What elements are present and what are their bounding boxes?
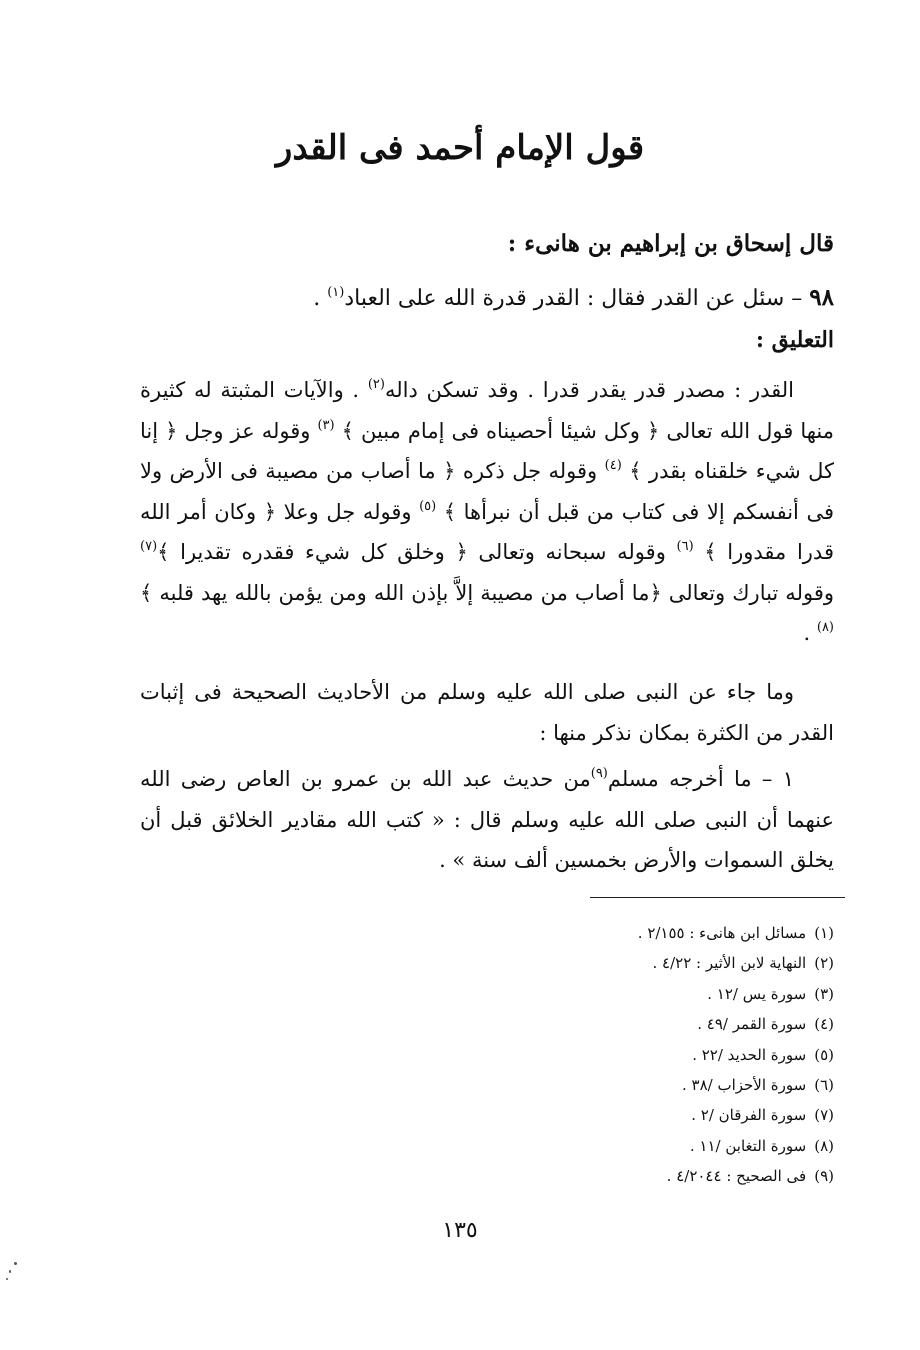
footnote-text: النهاية لابن الأثير : ٤/٢٢ . <box>652 954 807 973</box>
item-text: – سئل عن القدر فقال : القدر قدرة الله على العباد <box>344 286 803 311</box>
footnote-item <box>414 918 834 948</box>
footnote-ref: (٢) <box>367 377 385 392</box>
footnote-text: سورة الفرقان /٢ . <box>691 1106 807 1125</box>
footnote-ref: (٥) <box>419 498 437 514</box>
text-run: وقوله سبحانه وتعالى ﴿ وخلق كل شيء فقدره تقديرا ﴾ <box>157 540 677 564</box>
footnote-divider <box>590 897 845 898</box>
text-run: من حديث عبد الله بن عمرو بن العاص رضى الله عنهما أن النبى صلى الله عليه وسلم قال : « كتب الله مقادير الخلائق قبل أن يخلق السموات والأرض بخمسين ألف سنة » . <box>140 767 834 872</box>
footnote-number: (٢) <box>814 954 834 973</box>
commentary-paragraph-2 <box>140 672 834 753</box>
item-number: ٩٨ <box>809 284 834 311</box>
text-run: وقوله جل وعلا ﴿ وكان أمر الله قدرا مقدورا ﴾ <box>140 499 834 564</box>
footnote-ref: (٦) <box>676 539 694 554</box>
footnote-ref: (٤) <box>604 458 622 473</box>
item-end: . <box>313 286 328 311</box>
footnote-item <box>414 1131 834 1161</box>
footnote-item <box>414 1100 834 1130</box>
footnote-text: سورة الأحزاب /٣٨ . <box>681 1076 807 1095</box>
footnote-ref: (١) <box>327 285 345 300</box>
chapter-title: قول الإمام أحمد فى القدر <box>275 128 645 168</box>
text-run: القدر : مصدر قدر يقدر قدرا . وقد تسكن داله <box>384 378 794 402</box>
scan-speck <box>9 1270 11 1273</box>
footnote-text: سورة التغابن /١١ . <box>689 1136 807 1155</box>
footnote-text: سورة القمر /٤٩ . <box>697 1015 807 1034</box>
text-run: وقوله جل ذكره ﴿ ما أصاب من مصيبة فى الأرض ولا فى أنفسكم إلا فى كتاب من قبل أن نبرأها ﴾ <box>140 459 834 524</box>
commentary-paragraph-1 <box>140 370 834 654</box>
footnote-ref: (٣) <box>317 417 335 433</box>
text-run: وقوله تبارك وتعالى ﴿ما أصاب من مصيبة إلاَّ بإذن الله ومن يؤمن بالله يهد قلبه ﴾ <box>140 580 834 605</box>
footnote-item <box>414 1009 834 1039</box>
narrator-line: قال إسحاق بن إبراهيم بن هانىء : <box>507 230 834 257</box>
footnote-number: (٩) <box>814 1167 834 1186</box>
text-run: . والآيات المثبتة له كثيرة منها قول الله تعالى ﴿ وكل شيئا أحصيناه فى إمام مبين ﴾ <box>140 378 834 443</box>
footnote-text: مسائل ابن هانىء : ٢/١٥٥ . <box>637 924 807 942</box>
footnote-item <box>414 1040 834 1070</box>
scan-speck <box>14 1262 17 1265</box>
footnote-text: فى الصحيح : ٤/٢٠٤٤ . <box>666 1167 807 1186</box>
footnote-item <box>414 1070 834 1100</box>
footnote-ref: (٩) <box>590 766 608 781</box>
page-number: ١٣٥ <box>442 1218 478 1243</box>
text-run: . <box>803 621 817 645</box>
text-run: وقوله عز وجل ﴿ إنا كل شيء خلقناه بقدر ﴾ <box>140 418 835 483</box>
footnote-number: (٧) <box>814 1106 834 1125</box>
footnote-item <box>414 1161 834 1191</box>
footnote-text: سورة يس /١٢ . <box>707 984 807 1003</box>
footnote-number: (٣) <box>814 984 834 1003</box>
text-run: ١ – ما أخرجه مسلم <box>607 767 794 791</box>
commentary-label: التعليق : <box>755 327 834 353</box>
footnote-number: (٦) <box>814 1076 834 1095</box>
item-98 <box>94 280 834 317</box>
footnote-ref: (٧) <box>140 539 158 554</box>
footnote-item <box>414 979 834 1009</box>
footnote-number: (٨) <box>814 1136 834 1155</box>
footnote-number: (١) <box>814 924 834 942</box>
footnote-item <box>414 948 834 978</box>
footnote-number: (٤) <box>814 1015 834 1034</box>
footnote-text: سورة الحديد /٢٢ . <box>692 1045 807 1064</box>
footnote-ref: (٨) <box>816 620 834 635</box>
scan-speck <box>6 1278 8 1280</box>
footnote-number: (٥) <box>814 1045 834 1064</box>
text-run: وما جاء عن النبى صلى الله عليه وسلم من الأحاديث الصحيحة فى إثبات القدر من الكثرة بمكان نذكر منها : <box>140 680 834 745</box>
footnotes-list <box>414 918 834 1192</box>
commentary-paragraph-3 <box>140 759 834 881</box>
